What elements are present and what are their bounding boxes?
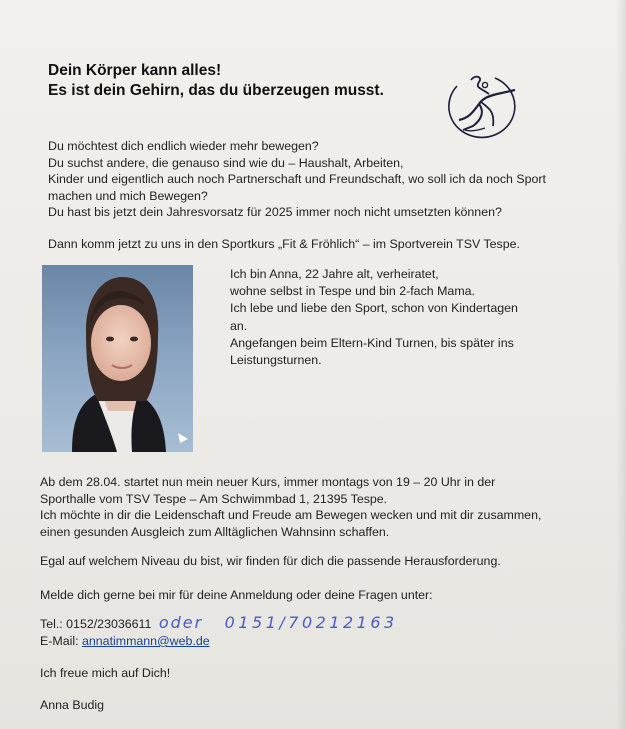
headline-line-2: Es ist dein Gehirn, das du überzeugen musst. bbox=[48, 82, 384, 99]
signup-paragraph bbox=[40, 587, 433, 604]
bio-line: wohne selbst in Tespe und bin 2-fach Mama. bbox=[230, 284, 475, 299]
headline-line-1: Dein Körper kann alles! bbox=[48, 62, 222, 79]
email-line bbox=[40, 633, 398, 650]
email-link[interactable]: annatimmann@web.de bbox=[82, 634, 210, 648]
closing-text: Ich freue mich auf Dich! bbox=[40, 666, 171, 680]
bio-line: Ich bin Anna, 22 Jahre alt, verheiratet, bbox=[230, 267, 439, 281]
intro-line: Du suchst andere, die genauso sind wie du – Haushalt, Arbeiten, bbox=[48, 155, 404, 170]
invite-paragraph bbox=[48, 236, 568, 253]
phone-number: Tel.: 0152/23036611 bbox=[40, 617, 152, 631]
headline bbox=[48, 61, 384, 101]
course-paragraph bbox=[40, 474, 560, 540]
bio-paragraph bbox=[230, 266, 530, 369]
portrait-photo bbox=[42, 265, 193, 452]
course-line: Ab dem 28.04. startet nun mein neuer Kurs, immer montags von 19 – 20 Uhr in der bbox=[40, 475, 496, 489]
course-line: Sporthalle vom TSV Tespe – Am Schwimmbad 1, 21395 Tespe. bbox=[40, 491, 388, 506]
invite-text: Dann komm jetzt zu uns in den Sportkurs „Fit & Fröhlich“ – im Sportverein TSV Tespe. bbox=[48, 237, 520, 251]
course-line: Ich möchte in dir die Leidenschaft und Freude am Bewegen wecken und mit dir zusammen, bbox=[40, 508, 542, 523]
intro-line: machen und mich Bewegen? bbox=[48, 188, 208, 203]
bio-line: Ich lebe und liebe den Sport, schon von Kindertagen bbox=[230, 301, 518, 316]
intro-line: Du hast bis jetzt dein Jahresvorsatz für 2025 immer noch nicht umsetzten können? bbox=[48, 205, 502, 220]
contact-block bbox=[40, 614, 398, 650]
gymnast-club-logo-icon bbox=[445, 72, 521, 142]
signup-text: Melde dich gerne bei mir für deine Anmeldung oder deine Fragen unter: bbox=[40, 588, 433, 602]
bio-line: Angefangen beim Eltern-Kind Turnen, bis später ins bbox=[230, 335, 514, 350]
intro-line: Du möchtest dich endlich wieder mehr bewegen? bbox=[48, 139, 319, 153]
handwritten-oder: oder bbox=[158, 613, 204, 632]
email-label: E-Mail: bbox=[40, 634, 82, 648]
signature-name: Anna Budig bbox=[40, 698, 105, 712]
bio-line: an. bbox=[230, 318, 248, 333]
phone-line bbox=[40, 614, 398, 633]
level-text: Egal auf welchem Niveau du bist, wir finden für dich die passende Herausforderung. bbox=[40, 554, 501, 568]
bio-line: Leistungsturnen. bbox=[230, 353, 322, 368]
intro-line: Kinder und eigentlich auch noch Partnerschaft und Freundschaft, wo soll ich da noch Sport bbox=[48, 172, 546, 187]
intro-paragraph bbox=[48, 138, 548, 221]
level-paragraph bbox=[40, 553, 501, 570]
course-line: einen gesunden Ausgleich zum Alltäglichen Wahnsinn schaffen. bbox=[40, 524, 390, 539]
handwritten-phone-number: 0151/70212163 bbox=[224, 613, 398, 632]
